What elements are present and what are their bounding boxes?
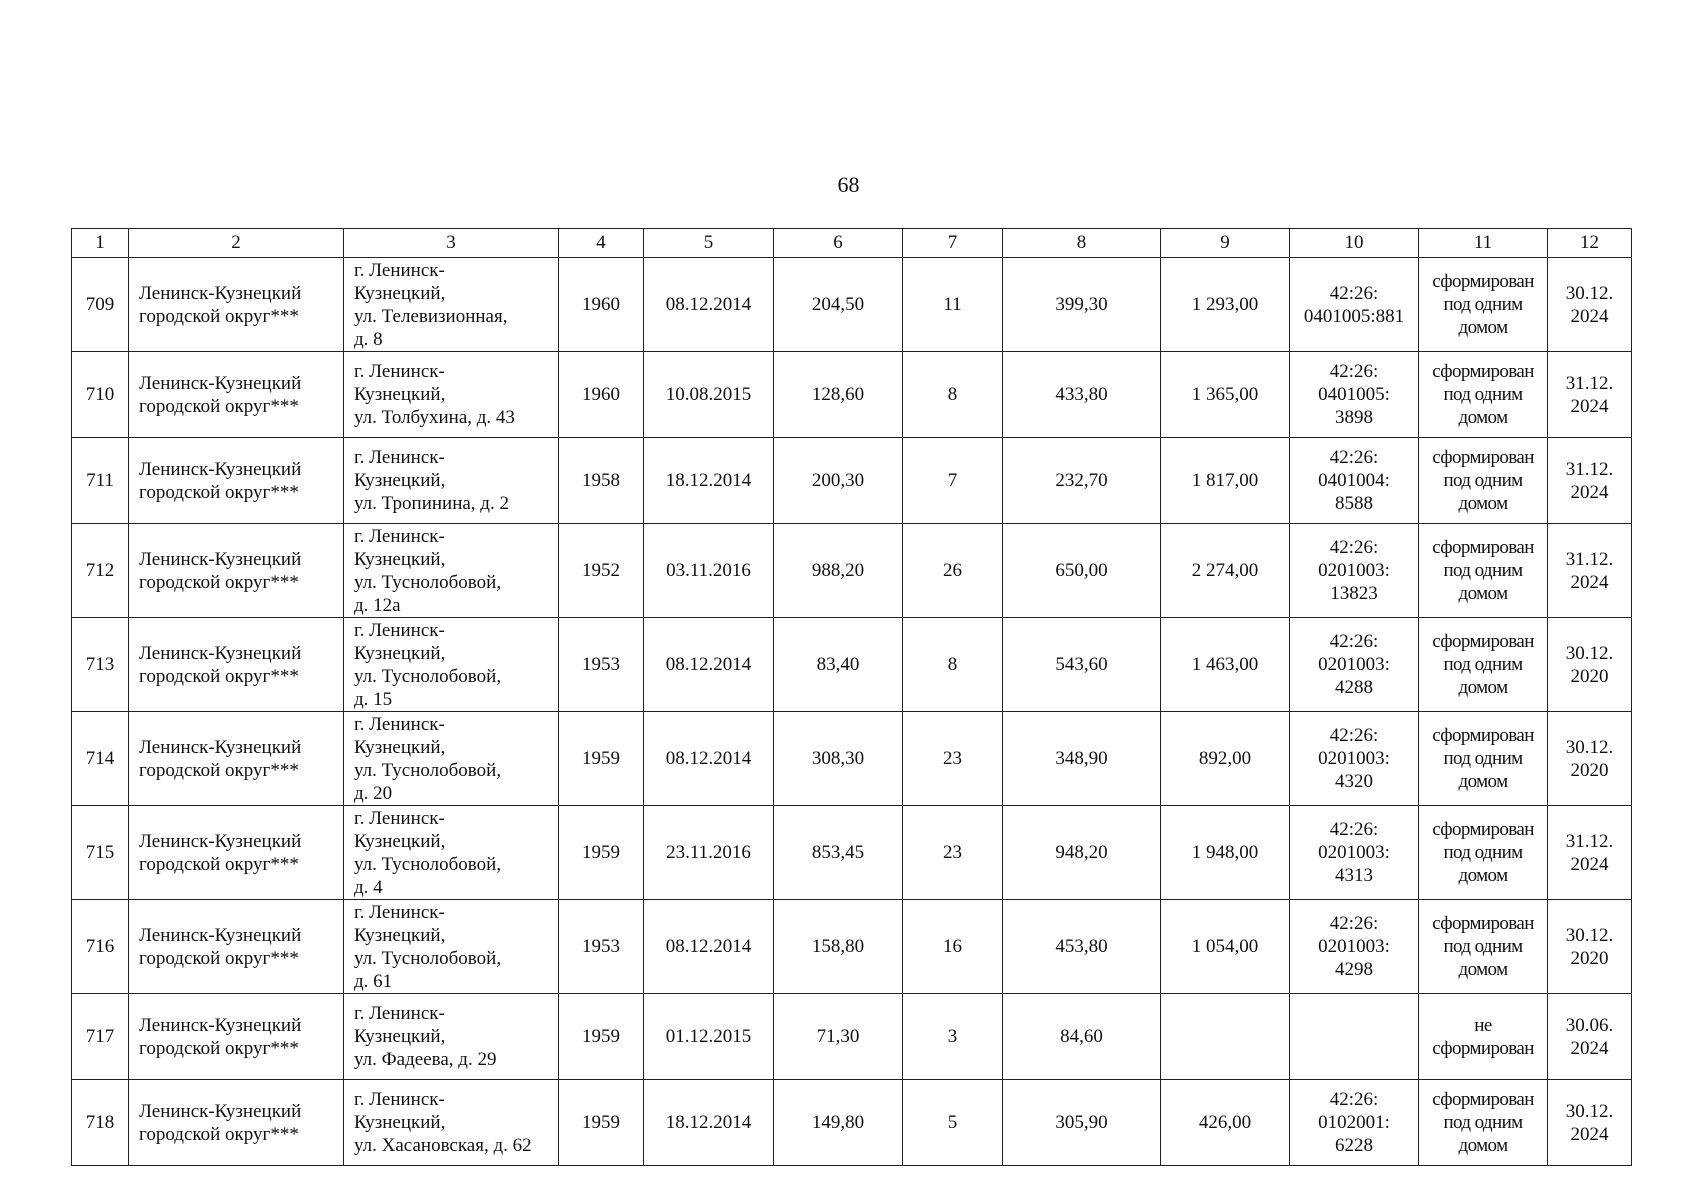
cell-municipality-line: Ленинск-Кузнецкий [139,642,302,664]
cell-residents: 23 [903,806,1003,900]
cell-cadastral-number-line: 4298 [1335,959,1373,980]
cell-residents: 7 [903,438,1003,524]
cell-address [344,712,559,806]
cell-municipality-line: городской округ*** [139,853,299,875]
col-header-5: 5 [644,229,774,258]
cell-cadastral-number [1290,1080,1419,1166]
cell-address-line: ул. Тропинина, д. 2 [354,493,509,514]
cell-cadastral-number-line: 8588 [1335,493,1373,514]
cell-year-built: 1959 [559,1080,644,1166]
cell-residents: 3 [903,994,1003,1080]
col-header-10: 10 [1290,229,1419,258]
cell-address-line: д. 8 [354,328,383,350]
cell-col-8: 84,60 [1003,994,1161,1080]
cell-address [344,994,559,1080]
cell-deadline [1548,618,1632,712]
cell-col-9: 1 463,00 [1161,618,1290,712]
cell-land-status-line: не [1474,1014,1492,1036]
cell-address-line: д. 15 [354,688,393,710]
cell-address-line: ул. Хасановская, д. 62 [354,1135,532,1156]
cell-row-number: 709 [72,258,129,352]
cell-address-line: ул. Туснолобовой, [354,665,502,687]
cell-cadastral-number-line: 42:26: [1329,447,1379,468]
cell-municipality-line: Ленинск-Кузнецкий [139,830,302,852]
cell-residents: 23 [903,712,1003,806]
cell-municipality-line: городской округ*** [139,571,299,593]
cell-area: 149,80 [774,1080,903,1166]
cell-land-status [1419,806,1548,900]
cell-deadline-line: 31.12. [1565,458,1614,480]
cell-deadline [1548,1080,1632,1166]
cell-address-line: д. 12а [354,594,401,616]
cell-address-line: г. Ленинск- [354,361,445,382]
cell-col-8: 348,90 [1003,712,1161,806]
col-header-7: 7 [903,229,1003,258]
cell-land-status [1419,618,1548,712]
cell-municipality-line: городской округ*** [139,665,299,687]
cell-deadline-line: 30.12. [1565,642,1614,664]
cell-land-status-line: сформирован [1432,361,1534,382]
cell-cadastral-number [1290,524,1419,618]
cell-address [344,352,559,438]
cell-land-status-line: сформирован [1432,631,1534,652]
cell-col-9: 892,00 [1161,712,1290,806]
cell-row-number: 716 [72,900,129,994]
cell-residents: 26 [903,524,1003,618]
cell-municipality [129,258,344,352]
cell-municipality [129,712,344,806]
cell-deadline-line: 2024 [1570,481,1609,503]
cell-land-status-line: домом [1458,1135,1508,1156]
cell-land-status-line: сформирован [1432,725,1534,746]
cell-deadline-line: 30.12. [1565,736,1614,758]
cell-deadline-line: 31.12. [1565,548,1614,570]
cell-date: 08.12.2014 [644,900,774,994]
cell-cadastral-number-line: 13823 [1330,583,1378,604]
cell-land-status [1419,438,1548,524]
cell-date: 08.12.2014 [644,618,774,712]
cell-deadline-line: 31.12. [1565,830,1614,852]
cell-deadline-line: 2024 [1570,1037,1609,1059]
cell-row-number: 713 [72,618,129,712]
cell-cadastral-number-line: 6228 [1335,1135,1373,1156]
cell-address-line: ул. Туснолобовой, [354,947,502,969]
cell-cadastral-number-line: 42:26: [1329,1089,1379,1110]
cell-year-built: 1960 [559,258,644,352]
cell-date: 18.12.2014 [644,1080,774,1166]
cell-land-status-line: сформирован [1432,537,1534,558]
cell-deadline [1548,438,1632,524]
cell-residents: 5 [903,1080,1003,1166]
cell-municipality-line: Ленинск-Кузнецкий [139,282,302,304]
cell-land-status-line: под одним [1443,936,1523,957]
cell-municipality-line: Ленинск-Кузнецкий [139,924,302,946]
cell-address-line: г. Ленинск- [354,1089,445,1110]
cell-area: 308,30 [774,712,903,806]
table-row [72,806,1632,900]
table-body [72,258,1632,1166]
cell-municipality-line: городской округ*** [139,1123,299,1145]
cell-deadline-line: 30.12. [1565,924,1614,946]
cell-deadline-line: 30.12. [1565,1100,1614,1122]
cell-address-line: ул. Фадеева, д. 29 [354,1049,497,1070]
cell-municipality-line: городской округ*** [139,947,299,969]
cell-col-8: 399,30 [1003,258,1161,352]
cell-municipality [129,524,344,618]
cell-deadline [1548,900,1632,994]
cell-address [344,618,559,712]
table-row [72,994,1632,1080]
table-row [72,900,1632,994]
cell-municipality-line: Ленинск-Кузнецкий [139,372,302,394]
cell-cadastral-number-line: 0401005: [1318,384,1390,405]
cell-land-status [1419,258,1548,352]
cell-land-status-line: под одним [1443,294,1523,315]
cell-cadastral-number [1290,438,1419,524]
cell-municipality [129,994,344,1080]
col-header-12: 12 [1548,229,1632,258]
cell-land-status-line: сформирован [1432,913,1534,934]
cell-address-line: д. 20 [354,782,393,804]
cell-land-status-line: сформирован [1432,1037,1534,1059]
cell-land-status-line: под одним [1443,842,1523,863]
cell-address-line: г. Ленинск- [354,447,445,468]
cell-address-line: Кузнецкий, [354,384,446,405]
cell-year-built: 1952 [559,524,644,618]
cell-residents: 16 [903,900,1003,994]
cell-col-9: 1 293,00 [1161,258,1290,352]
cell-col-8: 433,80 [1003,352,1161,438]
cell-address-line: г. Ленинск- [354,713,445,735]
cell-address-line: Кузнецкий, [354,830,446,852]
cell-col-8: 453,80 [1003,900,1161,994]
cell-address-line: г. Ленинск- [354,901,445,923]
col-header-6: 6 [774,229,903,258]
table-row [72,524,1632,618]
cell-land-status-line: сформирован [1432,1089,1534,1110]
cell-year-built: 1953 [559,618,644,712]
cell-address-line: Кузнецкий, [354,470,446,491]
cell-row-number: 712 [72,524,129,618]
cell-cadastral-number-line: 0401005:881 [1303,305,1405,327]
cell-year-built: 1959 [559,806,644,900]
cell-area: 128,60 [774,352,903,438]
cell-cadastral-number-line: 4288 [1335,677,1373,698]
cell-land-status-line: сформирован [1432,447,1534,468]
cell-area: 83,40 [774,618,903,712]
cell-cadastral-number-line: 0401004: [1318,470,1390,491]
cell-residents: 8 [903,352,1003,438]
cell-land-status-line: под одним [1443,1112,1523,1133]
cell-address [344,524,559,618]
cell-deadline [1548,258,1632,352]
cell-land-status-line: сформирован [1432,271,1534,292]
cell-cadastral-number-line: 0201003: [1318,842,1390,863]
cell-col-8: 543,60 [1003,618,1161,712]
cell-land-status [1419,352,1548,438]
cell-cadastral-number-line: 42:26: [1329,913,1379,934]
cell-area: 204,50 [774,258,903,352]
cell-address [344,900,559,994]
cell-address-line: ул. Туснолобовой, [354,759,502,781]
cell-area: 71,30 [774,994,903,1080]
cell-cadastral-number-line: 0201003: [1318,654,1390,675]
cell-land-status [1419,524,1548,618]
cell-municipality-line: Ленинск-Кузнецкий [139,1014,302,1036]
cell-address [344,1080,559,1166]
cell-address-line: г. Ленинск- [354,259,445,281]
cell-municipality-line: Ленинск-Кузнецкий [139,1100,302,1122]
cell-address-line: г. Ленинск- [354,807,445,829]
cell-date: 10.08.2015 [644,352,774,438]
cell-col-8: 232,70 [1003,438,1161,524]
cell-row-number: 714 [72,712,129,806]
cell-municipality [129,352,344,438]
cell-date: 08.12.2014 [644,712,774,806]
cell-cadastral-number [1290,712,1419,806]
table-row [72,258,1632,352]
cell-land-status-line: под одним [1443,560,1523,581]
column-number-row [72,229,1632,258]
cell-municipality-line: городской округ*** [139,1037,299,1059]
cell-cadastral-number-line: 4320 [1335,771,1373,792]
col-header-8: 8 [1003,229,1161,258]
cell-area: 200,30 [774,438,903,524]
cell-cadastral-number [1290,618,1419,712]
cell-address-line: г. Ленинск- [354,1003,445,1024]
cell-year-built: 1958 [559,438,644,524]
cell-land-status-line: под одним [1443,748,1523,769]
cell-land-status [1419,994,1548,1080]
cell-residents: 8 [903,618,1003,712]
housing-registry-table [71,228,1632,1166]
col-header-2: 2 [129,229,344,258]
cell-municipality [129,1080,344,1166]
cell-municipality [129,618,344,712]
cell-deadline-line: 2024 [1570,571,1609,593]
cell-area: 853,45 [774,806,903,900]
cell-col-9: 426,00 [1161,1080,1290,1166]
cell-date: 01.12.2015 [644,994,774,1080]
cell-year-built: 1959 [559,712,644,806]
cell-row-number: 718 [72,1080,129,1166]
cell-address-line: г. Ленинск- [354,525,445,547]
cell-col-8: 948,20 [1003,806,1161,900]
table-row [72,712,1632,806]
cell-address [344,806,559,900]
cell-deadline-line: 31.12. [1565,372,1614,394]
cell-address-line: Кузнецкий, [354,548,446,570]
cell-municipality-line: городской округ*** [139,305,299,327]
cell-col-8: 305,90 [1003,1080,1161,1166]
cell-address-line: ул. Туснолобовой, [354,571,502,593]
cell-deadline [1548,524,1632,618]
cell-address-line: Кузнецкий, [354,1112,446,1133]
cell-address-line: ул. Телевизионная, [354,305,508,327]
cell-address-line: ул. Туснолобовой, [354,853,502,875]
cell-land-status [1419,712,1548,806]
cell-land-status-line: под одним [1443,384,1523,405]
cell-land-status-line: сформирован [1432,819,1534,840]
table-row [72,438,1632,524]
cell-row-number: 711 [72,438,129,524]
cell-land-status-line: домом [1458,677,1508,698]
cell-address [344,438,559,524]
cell-col-9: 2 274,00 [1161,524,1290,618]
col-header-1: 1 [72,229,129,258]
cell-row-number: 717 [72,994,129,1080]
cell-deadline-line: 30.12. [1565,282,1614,304]
cell-land-status-line: домом [1458,959,1508,980]
cell-land-status-line: под одним [1443,654,1523,675]
cell-deadline [1548,712,1632,806]
cell-deadline [1548,994,1632,1080]
cell-col-9 [1161,994,1290,1080]
cell-land-status [1419,900,1548,994]
cell-col-8: 650,00 [1003,524,1161,618]
cell-address-line: д. 4 [354,876,383,898]
cell-date: 03.11.2016 [644,524,774,618]
cell-cadastral-number-line: 0201003: [1318,748,1390,769]
cell-cadastral-number [1290,352,1419,438]
cell-land-status [1419,1080,1548,1166]
cell-year-built: 1959 [559,994,644,1080]
cell-land-status-line: домом [1458,583,1508,604]
cell-land-status-line: домом [1458,771,1508,792]
cell-area: 158,80 [774,900,903,994]
cell-cadastral-number-line: 42:26: [1329,361,1379,382]
cell-land-status-line: домом [1458,493,1508,514]
cell-deadline-line: 2024 [1570,1123,1609,1145]
cell-land-status-line: домом [1458,317,1508,338]
cell-address-line: г. Ленинск- [354,619,445,641]
cell-cadastral-number-line: 42:26: [1329,819,1379,840]
cell-col-9: 1 365,00 [1161,352,1290,438]
cell-municipality-line: городской округ*** [139,395,299,417]
cell-cadastral-number [1290,994,1419,1080]
page-number: 68 [837,172,860,197]
cell-deadline-line: 2020 [1570,759,1609,781]
cell-municipality-line: городской округ*** [139,481,299,503]
cell-deadline [1548,806,1632,900]
cell-land-status-line: под одним [1443,470,1523,491]
cell-col-9: 1 948,00 [1161,806,1290,900]
cell-address-line: ул. Толбухина, д. 43 [354,407,515,428]
cell-date: 18.12.2014 [644,438,774,524]
cell-year-built: 1960 [559,352,644,438]
cell-date: 08.12.2014 [644,258,774,352]
cell-cadastral-number [1290,806,1419,900]
cell-deadline-line: 30.06. [1565,1014,1614,1036]
col-header-3: 3 [344,229,559,258]
cell-municipality [129,438,344,524]
cell-year-built: 1953 [559,900,644,994]
table-row [72,352,1632,438]
cell-address-line: Кузнецкий, [354,282,446,304]
cell-deadline-line: 2024 [1570,853,1609,875]
cell-row-number: 710 [72,352,129,438]
cell-deadline-line: 2020 [1570,665,1609,687]
col-header-9: 9 [1161,229,1290,258]
cell-land-status-line: домом [1458,865,1508,886]
cell-address-line: Кузнецкий, [354,924,446,946]
cell-deadline-line: 2024 [1570,395,1609,417]
cell-date: 23.11.2016 [644,806,774,900]
cell-municipality-line: Ленинск-Кузнецкий [139,548,302,570]
cell-address-line: Кузнецкий, [354,736,446,758]
cell-cadastral-number-line: 0201003: [1318,560,1390,581]
col-header-4: 4 [559,229,644,258]
cell-col-9: 1 817,00 [1161,438,1290,524]
cell-cadastral-number-line: 3898 [1335,407,1373,428]
cell-cadastral-number-line: 0102001: [1318,1112,1390,1133]
cell-deadline-line: 2024 [1570,305,1609,327]
cell-cadastral-number-line: 42:26: [1329,725,1379,746]
cell-municipality [129,806,344,900]
cell-cadastral-number-line: 0201003: [1318,936,1390,957]
cell-municipality-line: Ленинск-Кузнецкий [139,458,302,480]
cell-cadastral-number-line: 42:26: [1329,537,1379,558]
cell-row-number: 715 [72,806,129,900]
table-row [72,1080,1632,1166]
cell-address-line: д. 61 [354,970,393,992]
cell-deadline [1548,352,1632,438]
cell-land-status-line: домом [1458,407,1508,428]
cell-area: 988,20 [774,524,903,618]
cell-cadastral-number-line: 42:26: [1329,282,1379,304]
cell-deadline-line: 2020 [1570,947,1609,969]
cell-address-line: Кузнецкий, [354,642,446,664]
cell-col-9: 1 054,00 [1161,900,1290,994]
cell-cadastral-number-line: 4313 [1335,865,1373,886]
table-row [72,618,1632,712]
cell-municipality-line: городской округ*** [139,759,299,781]
cell-residents: 11 [903,258,1003,352]
cell-cadastral-number [1290,258,1419,352]
cell-address [344,258,559,352]
cell-address-line: Кузнецкий, [354,1026,446,1047]
cell-municipality-line: Ленинск-Кузнецкий [139,736,302,758]
cell-cadastral-number-line: 42:26: [1329,631,1379,652]
cell-cadastral-number [1290,900,1419,994]
cell-municipality [129,900,344,994]
col-header-11: 11 [1419,229,1548,258]
